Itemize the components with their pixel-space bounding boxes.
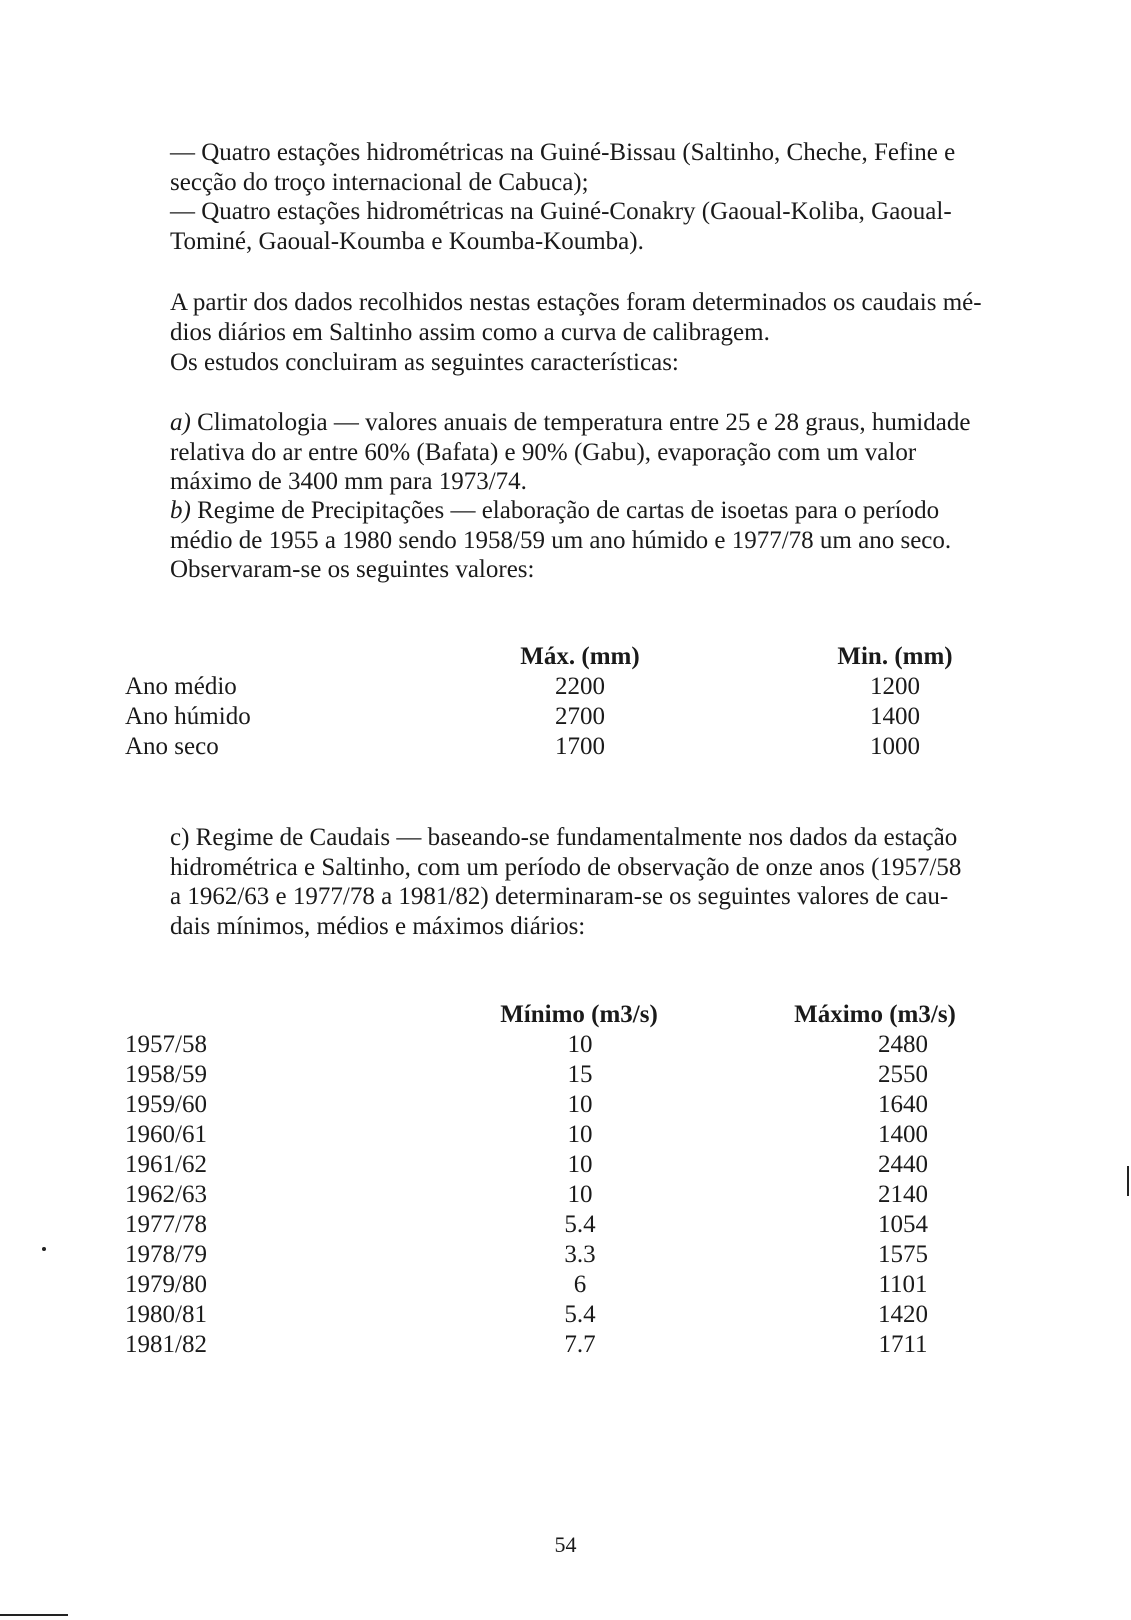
flow-table: [125, 1000, 1025, 1360]
bullet-dash: —: [170, 198, 195, 225]
table-cell: 1700: [555, 733, 605, 760]
row-label: Ano médio: [125, 673, 237, 700]
table-cell: 10: [567, 1151, 593, 1178]
list-text-line: Observaram-se os seguintes valores:: [170, 556, 535, 583]
list-item-c: [170, 823, 1104, 941]
table-cell: 10: [567, 1091, 593, 1118]
list-text-line: dais mínimos, médios e máximos diários:: [170, 912, 586, 940]
year-cell: 1980/81: [125, 1301, 207, 1328]
table-cell: 6: [573, 1271, 587, 1298]
table-cell: 15: [567, 1061, 593, 1088]
table-cell: 1000: [870, 733, 920, 760]
table-cell: 1101: [878, 1271, 928, 1298]
year-cell: 1979/80: [125, 1271, 207, 1298]
paragraph-line: dios diários em Saltinho assim como a curva de calibragem.: [170, 318, 770, 346]
year-cell: 1957/58: [125, 1031, 207, 1058]
list-marker: b): [170, 497, 191, 524]
scan-speck: [42, 1247, 46, 1251]
paragraph-line: Os estudos concluiram as seguintes características:: [170, 349, 679, 376]
list-text-line: Regime de Caudais — baseando-se fundamentalmente nos dados da estação: [195, 824, 958, 851]
page-number: 54: [554, 1532, 577, 1557]
precipitation-table: [125, 642, 1025, 762]
year-cell: 1960/61: [125, 1121, 207, 1148]
table-cell: 10: [567, 1031, 593, 1058]
table-cell: 2140: [878, 1181, 928, 1208]
column-header: Máx. (mm): [520, 643, 640, 670]
year-cell: 1962/63: [125, 1181, 207, 1208]
year-cell: 1961/62: [125, 1151, 207, 1178]
bullet-dash: —: [170, 139, 195, 166]
table-cell: 2550: [878, 1061, 928, 1088]
bullet-text-line: Quatro estações hidrométricas na Guiné-Bissau (Saltinho, Cheche, Fefine e: [201, 139, 956, 166]
table-cell: 2480: [878, 1031, 928, 1058]
table-cell: 5.4: [564, 1301, 596, 1328]
table-cell: 1575: [878, 1241, 928, 1268]
table-cell: 2440: [878, 1151, 928, 1178]
year-cell: 1977/78: [125, 1211, 207, 1238]
bullet-item: [170, 197, 1112, 256]
column-header: Máximo (m3/s): [794, 1001, 956, 1028]
list-text-line: hidrométrica e Saltinho, com um período de observação de onze anos (1957/58: [170, 853, 962, 881]
year-cell: 1959/60: [125, 1091, 207, 1118]
paragraph-line: A partir dos dados recolhidos nestas estações foram determinados os caudais mé-: [170, 289, 982, 316]
paragraph: [170, 288, 1070, 347]
list-text-line: médio de 1955 a 1980 sendo 1958/59 um ano húmido e 1977/78 um ano seco.: [170, 526, 952, 554]
scan-edge-mark: [1127, 1166, 1129, 1196]
list-text-line: Regime de Precipitações — elaboração de cartas de isoetas para o período: [197, 497, 940, 524]
column-header: Mínimo (m3/s): [500, 1001, 658, 1028]
table-cell: 10: [567, 1121, 593, 1148]
table-cell: 5.4: [564, 1211, 596, 1238]
table-cell: 1640: [878, 1091, 928, 1118]
table-cell: 2200: [555, 673, 605, 700]
list-text-line: máximo de 3400 mm para 1973/74.: [170, 468, 527, 495]
paragraph: [170, 348, 1070, 378]
list-item-a: [170, 408, 1104, 497]
table-cell: 7.7: [564, 1331, 596, 1358]
bullet-text-line: Tominé, Gaoual-Koumba e Koumba-Koumba).: [170, 227, 644, 255]
row-label: Ano húmido: [125, 703, 251, 730]
table-cell: 10: [567, 1181, 593, 1208]
column-header: Min. (mm): [837, 643, 953, 670]
table-cell: 1400: [870, 703, 920, 730]
bullet-text-line: Quatro estações hidrométricas na Guiné-Conakry (Gaoual-Koliba, Gaoual-: [201, 198, 952, 225]
list-marker: a): [170, 409, 191, 436]
scan-edge-mark: [0, 1614, 68, 1616]
table-cell: 3.3: [564, 1241, 596, 1268]
bullet-text-line: secção do troço internacional de Cabuca);: [170, 168, 589, 196]
year-cell: 1981/82: [125, 1331, 207, 1358]
table-cell: 2700: [555, 703, 605, 730]
table-cell: 1200: [870, 673, 920, 700]
list-text-line: relativa do ar entre 60% (Bafata) e 90% (Gabu), evaporação com um valor: [170, 438, 917, 466]
table-cell: 1054: [878, 1211, 928, 1238]
list-text-line: Climatologia — valores anuais de temperatura entre 25 e 28 graus, humidade: [197, 409, 971, 436]
list-text-line: a 1962/63 e 1977/78 a 1981/82) determinaram-se os seguintes valores de cau-: [170, 883, 949, 910]
table-cell: 1711: [878, 1331, 928, 1358]
table-cell: 1400: [878, 1121, 928, 1148]
list-marker: c): [170, 824, 190, 851]
year-cell: 1978/79: [125, 1241, 207, 1268]
bullet-item: [170, 138, 1112, 197]
year-cell: 1958/59: [125, 1061, 207, 1088]
row-label: Ano seco: [125, 733, 219, 760]
table-cell: 1420: [878, 1301, 928, 1328]
list-item-b: [170, 496, 1104, 585]
